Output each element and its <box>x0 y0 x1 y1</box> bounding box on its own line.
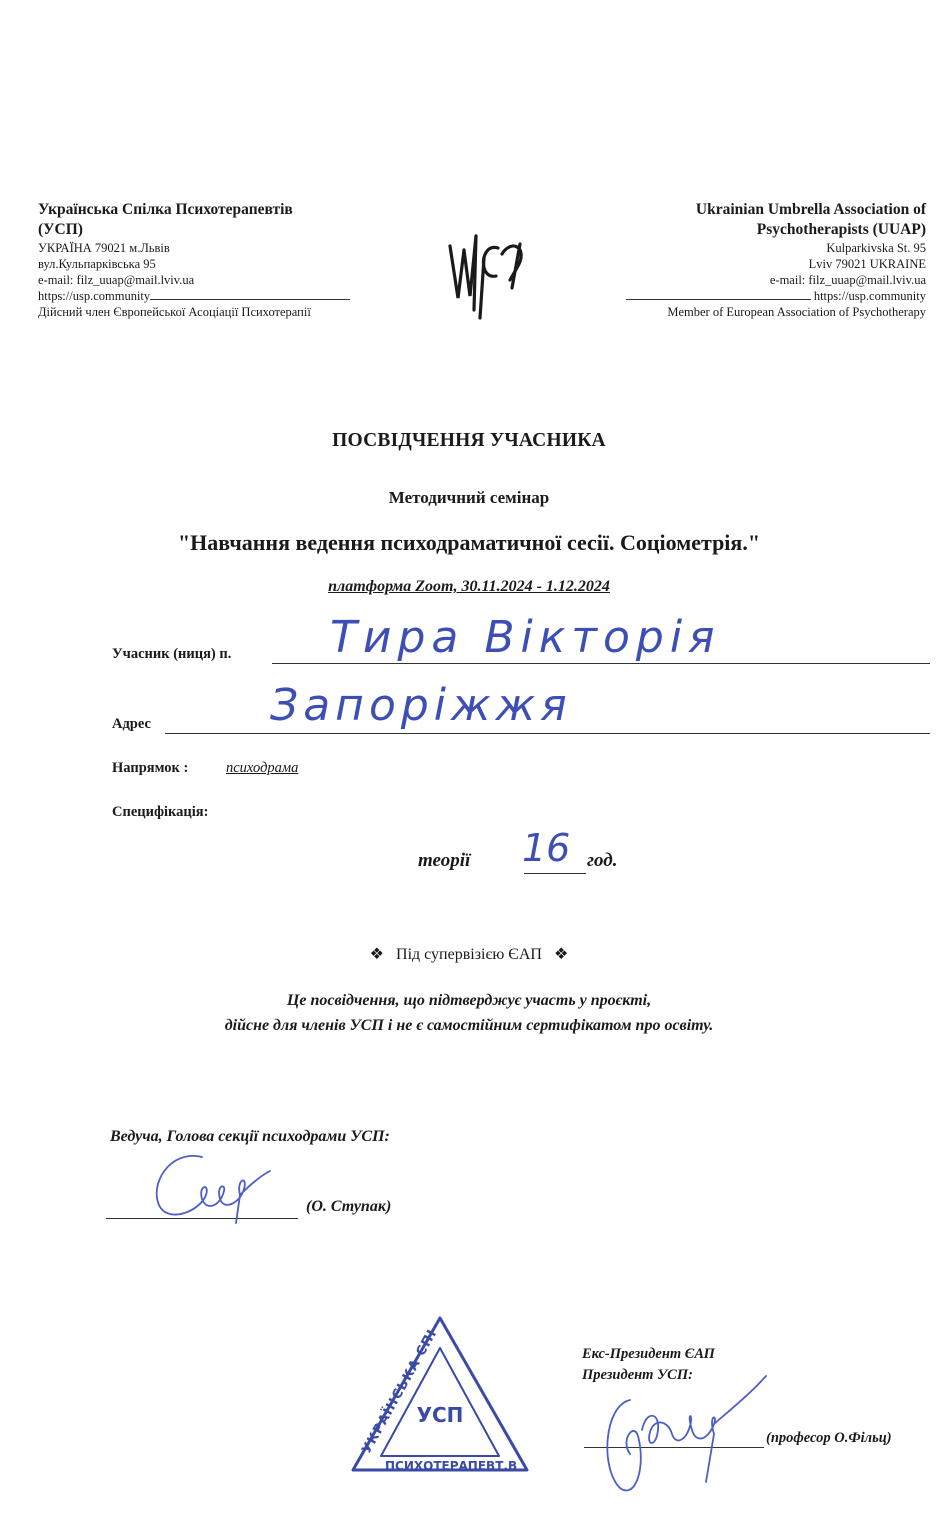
website-ua: https://usp.community <box>38 289 151 303</box>
org-name-ua: Українська Спілка Психотерапевтів <box>38 201 293 218</box>
direction-value: психодрама <box>226 760 299 776</box>
address-line-2-en: Lviv 79021 UKRAINE <box>808 257 926 271</box>
president-role-2: Президент УСП: <box>582 1367 693 1383</box>
participant-line <box>272 663 930 664</box>
theory-label: теорії <box>418 850 471 871</box>
address-line-1-ua: УКРАЇНА 79021 м.Львів <box>38 241 170 255</box>
theory-line <box>524 873 586 874</box>
participant-name: Тира Вікторія <box>330 612 721 663</box>
org-name-en-1: Ukrainian Umbrella Association of <box>695 201 926 218</box>
stamp-icon <box>345 1310 535 1480</box>
direction-label: Напрямок : <box>112 760 189 776</box>
president-role-1: Екс-Президент ЄАП <box>582 1346 715 1362</box>
website-underline <box>150 288 350 300</box>
document-title: ПОСВІДЧЕННЯ УЧАСНИКА <box>332 430 606 451</box>
address-value: Запоріжжя <box>270 680 572 731</box>
website-en: https://usp.community <box>813 289 926 303</box>
website-ua-row <box>38 288 438 304</box>
email-en: e-mail: filz_uuap@mail.lviv.ua <box>769 273 926 287</box>
email-ua: e-mail: filz_uuap@mail.lviv.ua <box>38 273 195 287</box>
stamp-top-text: УКРАЇНСЬКА СПІ <box>359 1326 441 1457</box>
leader-signature <box>140 1145 310 1225</box>
website-en-underline <box>626 288 811 300</box>
org-name-en-2: Psychotherapists (UUAP) <box>756 221 926 238</box>
bullet-icon: ❖ <box>553 946 569 963</box>
membership-en: Member of European Association of Psychotherapy <box>667 305 926 319</box>
leader-role: Ведуча, Голова секції психодрами УСП: <box>110 1128 390 1145</box>
note-line-1: Це посвідчення, що підтверджує участь у проєкті, <box>286 992 652 1009</box>
note-line-2: дійсне для членів УСП і не є самостійним сертифікатом про освіту. <box>224 1017 714 1034</box>
usp-logo <box>440 218 530 328</box>
address-label: Адрес <box>112 716 151 732</box>
stamp-bottom-text: ПСИХОТЕРАПЕВТ.В <box>385 1459 518 1473</box>
association-stamp <box>345 1310 535 1480</box>
address-line-2-ua: вул.Кульпарківська 95 <box>38 257 156 271</box>
president-name: (професор О.Фільц) <box>766 1430 892 1446</box>
membership-ua: Дійсний член Європейської Асоціації Психотерапії <box>38 305 311 319</box>
website-en-row <box>546 288 926 304</box>
leader-name: (О. Ступак) <box>306 1198 392 1215</box>
participant-label: Учасник (ниця) п. <box>112 646 232 662</box>
seminar-type: Методичний семінар <box>388 488 550 507</box>
header-left <box>38 200 438 320</box>
header-right <box>546 200 926 320</box>
signature-icon <box>140 1145 310 1225</box>
theory-hours: 16 <box>522 826 571 870</box>
logo-icon <box>440 218 530 328</box>
specification-label: Специфікація: <box>112 804 209 820</box>
supervision-line <box>0 944 938 964</box>
seminar-name: "Навчання ведення психодраматичної сесії. Соціометрія." <box>177 530 761 555</box>
president-signature <box>590 1370 780 1500</box>
bullet-icon: ❖ <box>369 946 385 963</box>
signature-icon <box>590 1370 780 1500</box>
supervision-text: Під супервізією ЄАП <box>396 946 542 963</box>
hours-unit: год. <box>587 850 618 871</box>
stamp-center-text: УСП <box>416 1403 464 1427</box>
platform-dates: платформа Zoom, 30.11.2024 - 1.12.2024 <box>328 578 610 595</box>
address-line <box>165 733 930 734</box>
org-abbr-ua: (УСП) <box>38 221 83 238</box>
address-line-1-en: Kulparkivska St. 95 <box>826 241 926 255</box>
